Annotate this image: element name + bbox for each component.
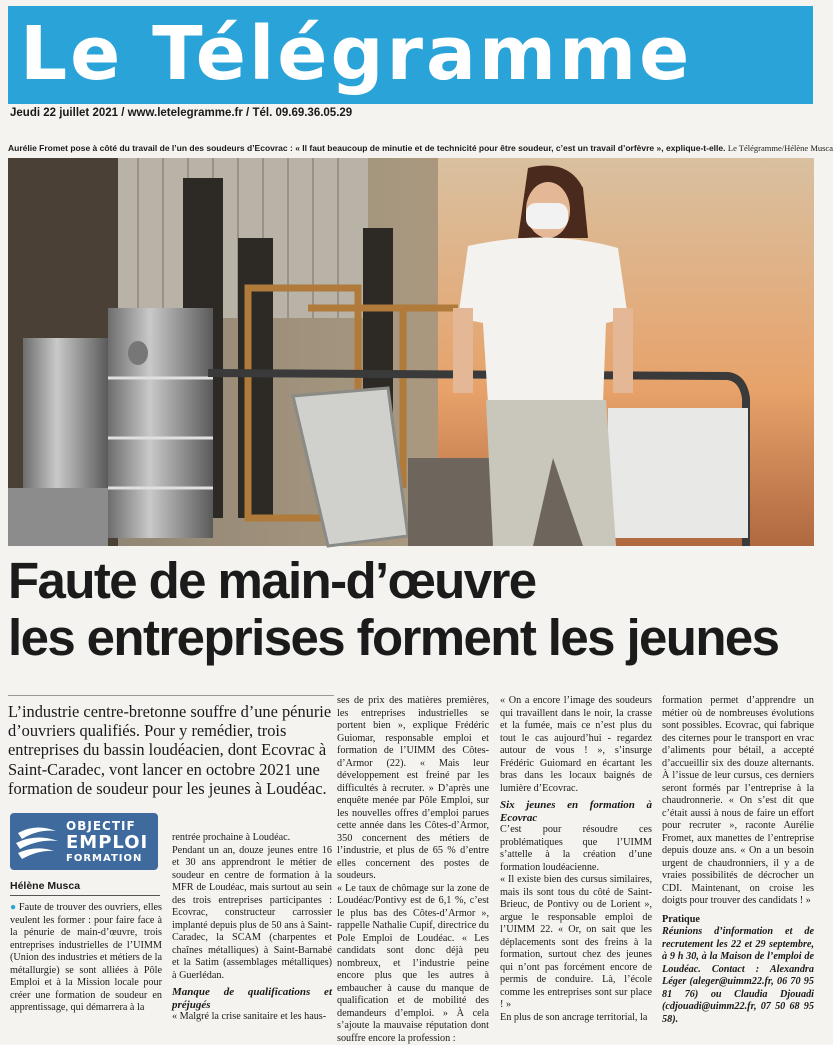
author-rule	[10, 895, 160, 896]
column-1	[10, 902, 162, 1015]
paragraph: rentrée prochaine à Loudéac.	[172, 832, 332, 845]
headline-line-2: les entreprises forment les jeunes	[8, 609, 814, 666]
paragraph	[10, 902, 162, 1015]
masthead	[8, 6, 813, 104]
paragraph: C’est pour résoudre ces problématiques que l’UIMM s’attelle à la création d’une formation loudéacienne.	[500, 824, 652, 874]
badge-line-1: OBJECTIF	[66, 819, 136, 833]
bullet-icon: ●	[10, 902, 16, 913]
paragraph: « Le taux de chômage sur la zone de Loudéac/Pontivy est de 6,1 %, c’est le plus bas des Côtes-d’Armor », rappelle Nathalie Cupif, directrice du Pole Emploi de Loudéac. « Les candidats sont donc déjà peu nombreux, et l’industrie peine encore plus que les autres à embaucher à cause du manque de qualification et de mobilité des demandeurs d’emploi. » À cela s’ajoute la mauvaise réputation dont souffre encore la profession :	[337, 883, 489, 1045]
photo-caption	[8, 143, 814, 153]
chapo-rule	[8, 695, 334, 696]
dateline: Jeudi 22 juillet 2021 / www.letelegramme.fr / Tél. 09.69.36.05.29	[10, 107, 352, 119]
paragraph: En plus de son ancrage territorial, la	[500, 1012, 652, 1025]
headline-line-1: Faute de main-d’œuvre	[8, 552, 814, 609]
column-5	[662, 695, 814, 1026]
badge-line-3: FORMATION	[66, 853, 142, 864]
photo-credit: Le Télégramme/Hélène Musca	[728, 143, 833, 153]
pratique-info: Réunions d’information et de recrutement les 22 et 29 septembre, à 9 h 30, à la Maison de l’emploi de Loudéac. Contact : Alexandra Léger (aleger@uimm22.fr, 06 70 95 81 76) ou Claudia Djouadi (cdjouadi@uimm22.fr, 07 50 68 95 58).	[662, 926, 814, 1026]
paragraph: ses de prix des matières premières, les entreprises industrielles se portent bien », explique Frédéric Guiomar, responsable emploi et formation de l’UIMM des Côtes-d’Armor (22). « Mais leur développement est freiné par les difficultés à recruter. » D’après une enquête menée par Pôle Emploi, sur les nouvelles offres d’emploi parues cette année dans les Côtes-d’Armor, 350 concernent des métiers de l’industrie, et plus de 65 % d’entre elles concernent des postes de soudeurs.	[337, 695, 489, 883]
paragraph: formation permet d’apprendre un métier où de nombreuses évolutions sont possibles. Ecovrac, qui fabrique des citernes pour le transport en vrac d’aliments pour bétail, a accepté d’accueillir six des douze alternants. À l’issue de leur cursus, ces derniers seront formés par l’entreprise à la chaudronnerie. « On s’est dit que c’était aussi à nous de faire un effort pour recruter », raconte Aurélie Fromet, aux manettes de l’entreprise depuis douze ans. « On a un besoin urgent de chaudronniers, il y a de vraies possibilités de décrocher un CDI. Maintenant, on croise les doigts pour trouver des candidats ! »	[662, 695, 814, 908]
article-chapo: L’industrie centre-bretonne souffre d’une pénurie d’ouvriers qualifiés. Pour y remédier, trois entreprises du bassin loudéacien, dont Ecovrac à Saint-Caradec, vont lancer en octobre 2021 une formation de soudeur pour les jeunes à Loudéac.	[8, 702, 334, 798]
column-3	[337, 695, 489, 1045]
swoosh-logo-icon	[10, 813, 66, 870]
paragraph: « Malgré la crise sanitaire et les haus-	[172, 1011, 332, 1024]
workshop-photo-illustration	[8, 158, 814, 546]
paragraph-text: Faute de trouver des ouvriers, elles veulent les former : pour faire face à la pénurie de main-d’œuvre, trois entreprises industrielles de l’UIMM (Union des industries et métiers de la métallurgie) se sont alliées à Pôle Emploi et à la Mission locale pour créer une formation de soudeur en apprentissage, qui démarrera à la	[10, 902, 162, 1013]
badge-line-2: EMPLOI	[66, 832, 148, 853]
photo-caption-text: Aurélie Fromet pose à côté du travail de l’un des soudeurs d’Ecovrac : « Il faut beaucoup de minutie et de technicité pour être soudeur, c’est un travail d’orfèvre », explique-t-elle.	[8, 143, 726, 153]
masthead-title: Le Télégramme	[20, 8, 692, 100]
paragraph: « Il existe bien des cursus similaires, mais ils sont tous du côté de Saint-Brieuc, de Pontivy ou de Lorient », argue le responsable emploi de l’UIMM 22. « Or, on sait que les déplacements sont des freins à la formation, surtout chez des jeunes qui n’ont pas forcément encore de permis de conduire. Là, l’école comme les entreprises sont sur place ! »	[500, 874, 652, 1012]
article-photo	[8, 158, 814, 546]
subheading: Manque de qualifications et préjugés	[172, 986, 332, 1011]
article-headline	[8, 552, 814, 666]
paragraph: Pendant un an, douze jeunes entre 16 et 30 ans apprendront le métier de soudeur en centre de formation à la MFR de Loudéac, mais surtout au sein des trois entreprises participantes : Ecovrac, constructeur carrossier implanté depuis plus de 50 ans à Saint-Caradec, la SCAM (charpentes et chaînes métalliques) à Saint-Barnabé et la Satim (assemblages métalliques) à Guerlédan.	[172, 845, 332, 983]
paragraph: « On a encore l’image des soudeurs qui travaillent dans le noir, la crasse et la fumée, mais ce n’est plus du tout le cas aujourd’hui - regardez autour de vous ! », s’insurge Frédéric Guiomard en écartant les bras dans les locaux baignés de lumière d’Ecovrac.	[500, 695, 652, 795]
pratique-heading: Pratique	[662, 914, 814, 927]
objectif-emploi-badge	[10, 813, 158, 870]
column-2	[172, 832, 332, 1024]
author-byline: Hélène Musca	[10, 880, 80, 892]
column-4	[500, 695, 652, 1024]
subheading: Six jeunes en formation à Ecovrac	[500, 799, 652, 824]
